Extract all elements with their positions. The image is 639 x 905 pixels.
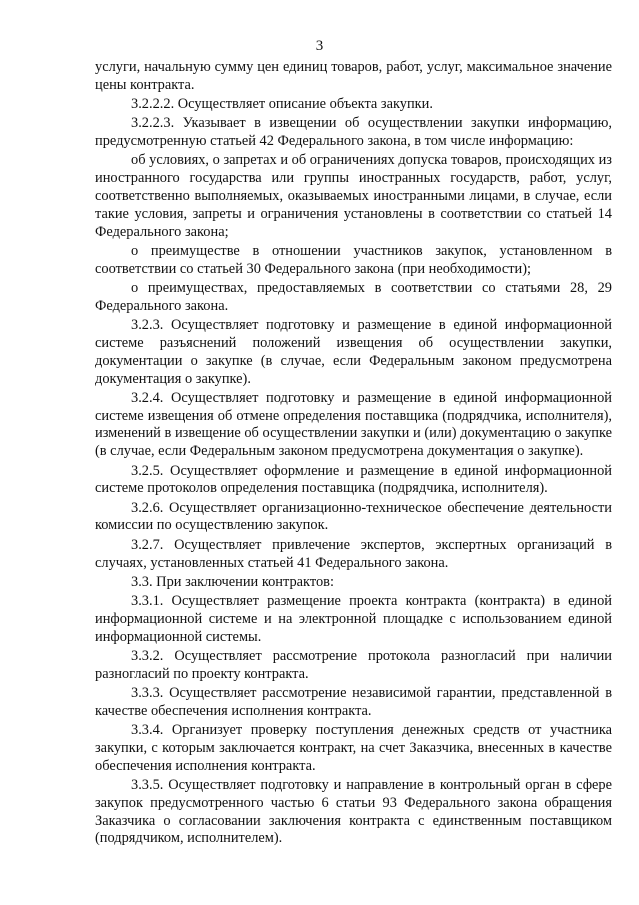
paragraph: 3.2.2.3. Указывает в извещении об осуществлении закупки информацию, предусмотренную статьей 42 Федерального закона, в том числе информацию: <box>95 115 612 150</box>
paragraph: об условиях, о запретах и об ограничениях допуска товаров, происходящих из иностранного государства или группы иностранных государств, работ, услуг, соответственно выполняемых, оказываемых иностранными лицами, в случае, если такие условия, запреты и ограничения установлены в соответствии со статьей 14 Федерального закона; <box>95 152 612 240</box>
paragraph: 3.2.4. Осуществляет подготовку и размещение в единой информационной системе извещения об отмене определения поставщика (подрядчика, исполнителя), изменений в извещение об осуществлении закупки и (или) документацию о закупке (в случае, если Федеральным законом предусмотрена документация о закупке). <box>95 389 612 460</box>
paragraph: 3.2.3. Осуществляет подготовку и размещение в единой информационной системе разъяснений положений извещения об осуществлении закупки, документации о закупке (в случае, если Федеральным законом предусмотрена документация о закупке). <box>95 317 612 387</box>
paragraph: 3.3. При заключении контрактов: <box>131 573 334 590</box>
paragraph: 3.3.4. Организует проверку поступления денежных средств от участника закупки, с которым заключается контракт, на счет Заказчика, внесенных в качестве обеспечения исполнения контракта. <box>95 722 612 774</box>
paragraph: 3.3.3. Осуществляет рассмотрение независимой гарантии, представленной в качестве обеспечения исполнения контракта. <box>95 685 612 719</box>
paragraph: 3.2.5. Осуществляет оформление и размещение в единой информационной системе протоколов определения поставщика (подрядчика, исполнителя). <box>95 462 612 497</box>
page-number: 3 <box>315 38 324 54</box>
paragraph: о преимуществах, предоставляемых в соответствии со статьями 28, 29 Федерального закона. <box>95 280 612 314</box>
paragraph: 3.3.5. Осуществляет подготовку и направление в контрольный орган в сфере закупок предусмотренного частью 6 статьи 93 Федерального закона обращения Заказчика о согласовании заключения контракта с единственным поставщиком (подрядчиком, исполнителем). <box>95 777 612 847</box>
paragraph: 3.2.7. Осуществляет привлечение экспертов, экспертных организаций в случаях, установленных статьей 41 Федерального закона. <box>95 536 612 571</box>
paragraph: 3.3.1. Осуществляет размещение проекта контракта (контракта) в единой информационной системе и на электронной площадке с использованием единой информационной системы. <box>95 593 612 645</box>
paragraph: услуги, начальную сумму цен единиц товаров, работ, услуг, максимальное значение цены контракта. <box>95 59 612 93</box>
paragraph: 3.2.6. Осуществляет организационно-техническое обеспечение деятельности комиссии по осуществлению закупок. <box>95 499 612 534</box>
paragraph: 3.3.2. Осуществляет рассмотрение протокола разногласий при наличии разногласий по проекту контракта. <box>95 648 612 682</box>
document-body <box>95 59 612 850</box>
paragraph: о преимуществе в отношении участников закупок, установленном в соответствии со статьей 30 Федерального закона (при необходимости); <box>95 242 612 277</box>
paragraph: 3.2.2.2. Осуществляет описание объекта закупки. <box>131 96 433 113</box>
